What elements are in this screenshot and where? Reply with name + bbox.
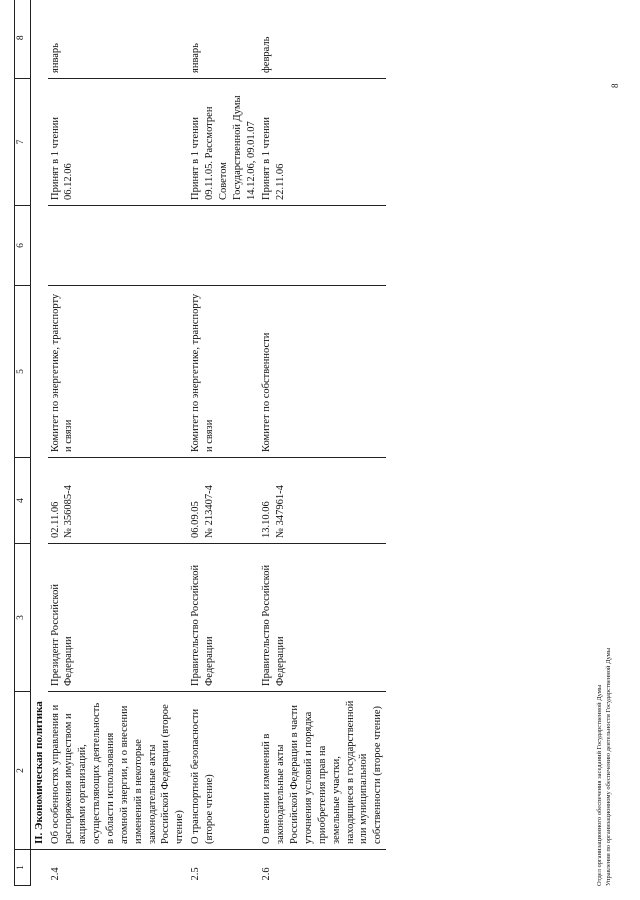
bill-title: О внесении изменений в законодательные акты Российской Федерации в части уточнения условий и порядка приобретения прав на земельные участки, находящиеся в государственной или муниципальной собственности (второе чтение) (259, 692, 386, 850)
legislation-table (14, 0, 386, 886)
column-header: 7 (15, 79, 31, 206)
bill-date: 06.09.05 (190, 501, 202, 538)
section-title: II. Экономическая политика (33, 701, 45, 844)
column-header: 8 (15, 0, 31, 79)
table-row (48, 0, 189, 886)
bill-initiator: Правительство Российской Федерации (188, 544, 259, 692)
row-number: 2.5 (188, 850, 259, 886)
bill-status: Принят в 1 чтении 22.11.06 (259, 79, 386, 206)
bill-title: Об особенностях управления и распоряжения имуществом и акциями организаций, осуществляющих деятельность в области использования атомной энергии, и о внесении изменений в некоторые законодательные акты Российской Федерации (второе чтение) (48, 692, 189, 850)
bill-date: 02.11.06 (49, 501, 61, 538)
column-header: 3 (15, 544, 31, 692)
bill-status: Принят в 1 чтении 06.12.06 (48, 79, 189, 206)
footer-department: Отдел организационного обеспечения заседаний Государственной Думы (596, 684, 603, 886)
column-number-row (15, 0, 31, 886)
column-header: 2 (15, 692, 31, 850)
row-number: 2.6 (259, 850, 386, 886)
footer-directorate: Управления по организационному обеспечению деятельности Государственной Думы (605, 647, 612, 886)
bill-registration (259, 458, 386, 544)
column-header: 5 (15, 286, 31, 458)
bill-number: № 213407-4 (203, 485, 215, 538)
row-number: 2.4 (48, 850, 189, 886)
bill-number: № 356085-4 (63, 485, 75, 538)
bill-initiator: Правительство Российской Федерации (259, 544, 386, 692)
column-header: 6 (15, 206, 31, 286)
bill-registration (48, 458, 189, 544)
bill-initiator: Президент Российской Федерации (48, 544, 189, 692)
planned-period: февраль (261, 36, 273, 73)
column-header: 1 (15, 850, 31, 886)
responsible-committee: Комитет по энергетике, транспорту и связи (188, 286, 259, 458)
column-6-cell (48, 206, 189, 286)
column-6-cell (188, 206, 259, 286)
column-6-cell (259, 206, 386, 286)
table-row (259, 0, 386, 886)
bill-registration (188, 458, 259, 544)
responsible-committee: Комитет по собственности (259, 286, 386, 458)
bill-date: 13.10.06 (261, 501, 273, 538)
section-heading-row (31, 0, 48, 886)
planned-period: январь (49, 43, 61, 73)
bill-title: О транспортной безопасности (второе чтение) (188, 692, 259, 850)
responsible-committee: Комитет по энергетике, транспорту и связи (48, 286, 189, 458)
page-number: 8 (610, 83, 620, 88)
bill-status: Принят в 1 чтении 09.11.05. Рассмотрен Советом Государственной Думы 14.12.06, 09.01.07 (188, 79, 259, 206)
planned-period: январь (190, 43, 202, 73)
bill-number: № 347961-4 (275, 485, 287, 538)
table-row (188, 0, 259, 886)
column-header: 4 (15, 458, 31, 544)
